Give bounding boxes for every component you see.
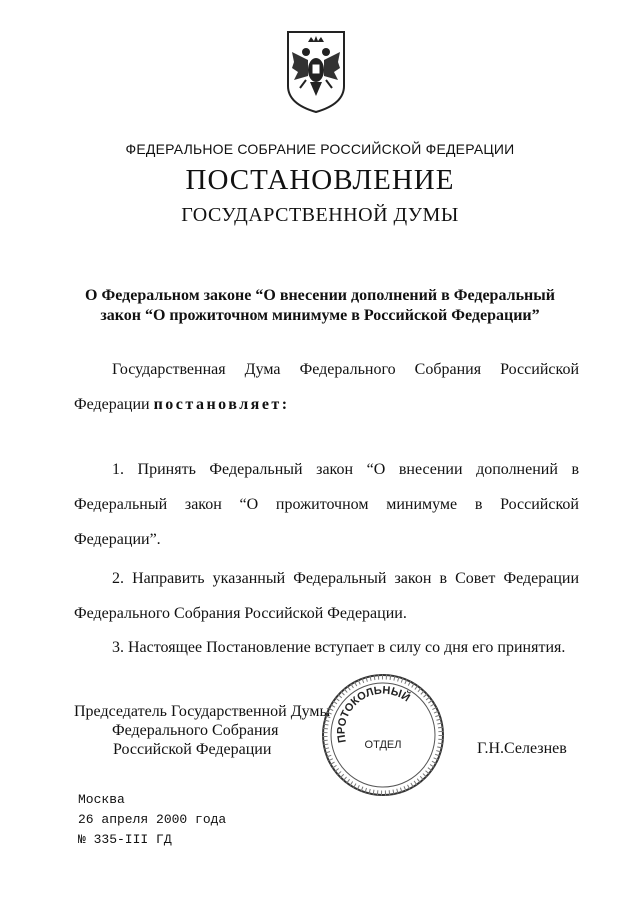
subject-line-1: О Федеральном законе “О внесении дополнений в Федеральный: [85, 287, 555, 304]
intro-paragraph: [74, 352, 579, 422]
stamp-center-text: ОТДЕЛ: [364, 739, 402, 751]
document-subtitle: ГОСУДАРСТВЕННОЙ ДУМЫ: [181, 204, 459, 226]
official-stamp: [318, 670, 448, 800]
footer-date: 26 апреля 2000 года: [78, 812, 227, 827]
position-line-3: Российской Федерации: [113, 741, 272, 758]
item-1: 1. Принять Федеральный закон “О внесении дополнений в Федеральный закон “О прожиточном минимуме в Российской Федерации”.: [74, 461, 579, 548]
item-3: 3. Настоящее Постановление вступает в силу со дня его принятия.: [112, 639, 566, 656]
svg-text:ПРОТОКОЛЬНЫЙ: [336, 685, 413, 744]
intro-text: Государственная Дума Федерального Собрания Российской Федерации: [74, 361, 579, 413]
document-subject: [0, 286, 640, 326]
subject-line-2: закон “О прожиточном минимуме в Российской Федерации”: [100, 307, 540, 324]
signatory-name: Г.Н.Селезнев: [477, 740, 567, 757]
document-title: ПОСТАНОВЛЕНИЕ: [185, 164, 455, 196]
signatory-position: [74, 702, 330, 759]
organization-name: ФЕДЕРАЛЬНОЕ СОБРАНИЕ РОССИЙСКОЙ ФЕДЕРАЦИИ: [125, 141, 515, 157]
item-2: 2. Направить указанный Федеральный закон в Совет Федерации Федерального Собрания Российской Федерации.: [74, 570, 579, 622]
stamp-arc-text: ПРОТОКОЛЬНЫЙ: [335, 684, 412, 744]
position-line-1: Председатель Государственной Думы: [74, 703, 331, 720]
russian-coat-of-arms-icon: [284, 28, 348, 114]
footer-number: № 335-III ГД: [78, 832, 172, 847]
footer-city: Москва: [78, 792, 125, 807]
position-line-2: Федерального Собрания: [112, 722, 279, 739]
intro-resolves: постановляет:: [153, 396, 290, 413]
document-footer: [78, 790, 226, 850]
